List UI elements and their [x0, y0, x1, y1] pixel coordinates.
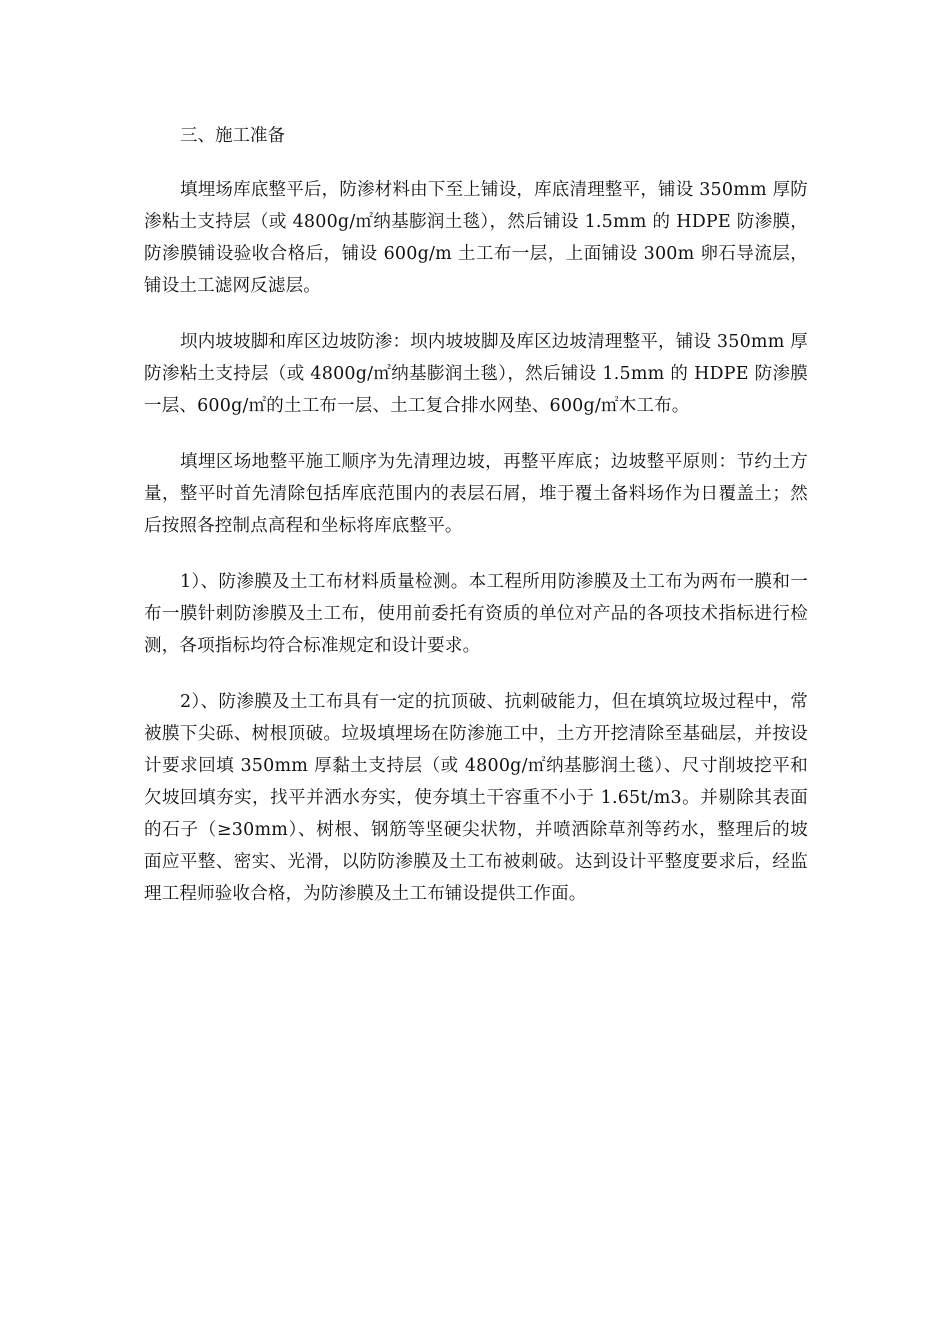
paragraph-site-leveling: 填埋区场地整平施工顺序为先清理边坡，再整平库底；边坡整平原则：节约土方量，整平时首先清除包括库底范围内的表层石屑，堆于覆土备料场作为日覆盖土；然后按照各控制点高程和坐标将库底整平。 [144, 452, 808, 536]
paragraph-puncture-protection: 2）、防渗膜及土工布具有一定的抗顶破、抗刺破能力，但在填筑垃圾过程中，常被膜下尖砾、树根顶破。垃圾填埋场在防渗施工中，土方开挖清除至基础层，并按设计要求回填 350mm 厚黏土支持层（或 4800g/㎡纳基膨润土毯）、尺寸削坡挖平和欠坡回填夯实，找平并洒水夯实，使夯填土干容重不小于 1.65t/m3。并剔除其表面的石子（≥30mm）、树根、钢筋等坚硬尖状物，并喷洒除草剂等药水，整理后的坡面应平整、密实、光滑，以防防渗膜及土工布被刺破。达到设计平整度要求后，经监理工程师验收合格，为防渗膜及土工布铺设提供工作面。 [144, 692, 808, 904]
paragraph-material-inspection: 1）、防渗膜及土工布材料质量检测。本工程所用防渗膜及土工布为两布一膜和一布一膜针刺防渗膜及土工布，使用前委托有资质的单位对产品的各项技术指标进行检测，各项指标均符合标准规定和设计要求。 [144, 572, 808, 656]
paragraph-slope-seepage: 坝内坡坡脚和库区边坡防渗：坝内坡坡脚及库区边坡清理整平，铺设 350mm 厚防渗粘土支持层（或 4800g/㎡纳基膨润土毯），然后铺设 1.5mm 的 HDPE 防渗膜一层、600g/㎡的土工布一层、土工复合排水网垫、600g/㎡木工布。 [144, 332, 808, 416]
paragraph-bottom-prep: 填埋场库底整平后，防渗材料由下至上铺设，库底清理整平，铺设 350mm 厚防渗粘土支持层（或 4800g/㎡纳基膨润土毯），然后铺设 1.5mm 的 HDPE 防渗膜，防渗膜铺设验收合格后，铺设 600g/m 土工布一层，上面铺设 300m 卵石导流层，铺设土工滤网反滤层。 [144, 180, 808, 296]
section-heading: 三、施工准备 [180, 126, 285, 146]
document-body [144, 120, 808, 934]
